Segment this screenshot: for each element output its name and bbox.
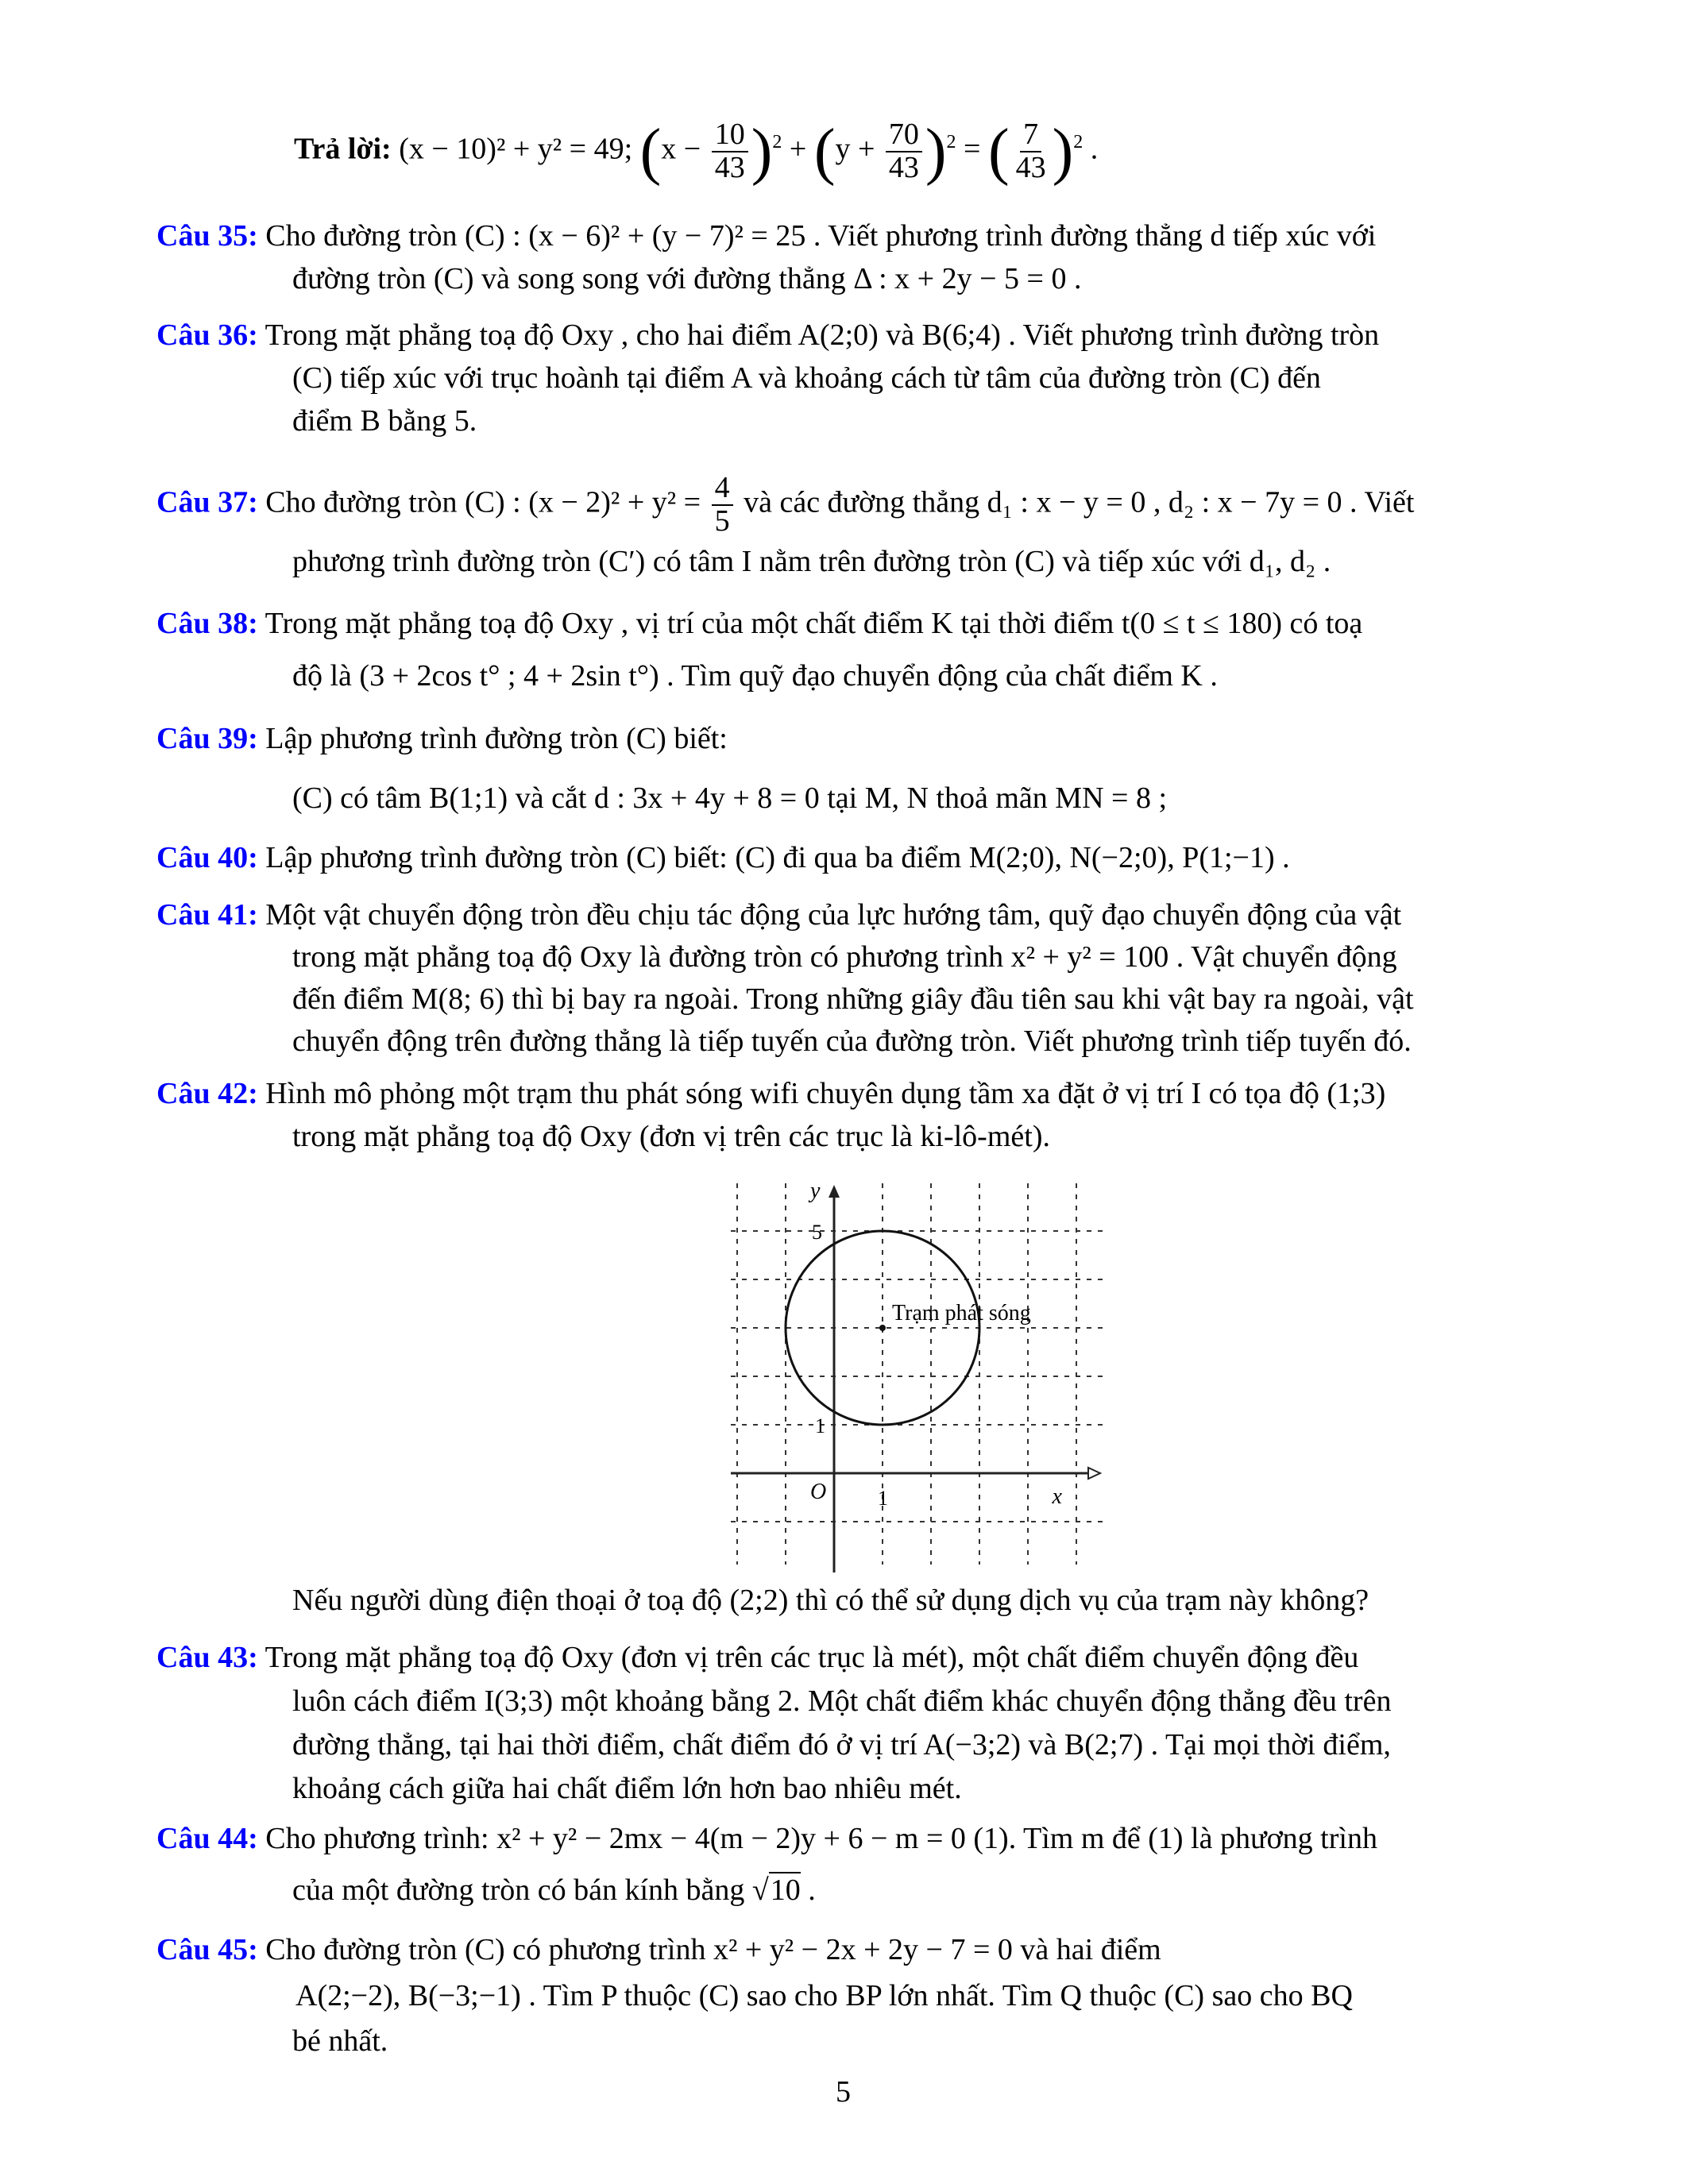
question-label: Câu 44: (156, 1822, 258, 1855)
num: 70 (886, 119, 922, 152)
question-36 (156, 315, 1379, 355)
question-label: Câu 43: (156, 1641, 258, 1674)
question-label: Câu 36: (156, 318, 258, 352)
question-text: của một đường tròn có bán kính bằng (292, 1873, 745, 1907)
question-text: Trong mặt phẳng toạ độ Oxy (đơn vị trên các trục là mét), một chất điểm chuyển động đều (265, 1641, 1359, 1674)
question-text: độ là (3 + 2cos t° ; 4 + 2sin t°) . Tìm quỹ đạo chuyển động của chất điểm K . (292, 659, 1218, 693)
answer-label: Trả lời: (294, 132, 392, 166)
question-39 (156, 719, 728, 758)
y-axis-label: y (810, 1179, 821, 1203)
question-40 (156, 838, 1290, 878)
sqrt-value: 10 (770, 1873, 801, 1907)
answer-eq1: (x − 10)² + y² = 49; (399, 132, 633, 166)
question-text: trong mặt phẳng toạ độ Oxy (đơn vị trên các trục là ki-lô-mét). (292, 1120, 1050, 1153)
question-43 (156, 1638, 1358, 1677)
question-text: phương trình đường tròn (C′) có tâm I nằm trên đường tròn (C) và tiếp xúc với d₁, d₂ . (292, 545, 1331, 578)
question-label: Câu 40: (156, 841, 258, 874)
question-41 (156, 895, 1401, 935)
question-text: đến điểm M(8; 6) thì bị bay ra ngoài. Trong những giây đầu tiên sau khi vật bay ra ngoài, vật (292, 982, 1414, 1016)
question-text: của một đường tròn có bán kính bằng √10 . (292, 1873, 816, 1907)
question-text: chuyển động trên đường thẳng là tiếp tuyến của đường tròn. Viết phương trình tiếp tuyến đó. (292, 1024, 1412, 1058)
question-label: Câu 38: (156, 607, 258, 640)
question-text: Lập phương trình đường tròn (C) biết: (C) đi qua ba điểm M(2;0), N(−2;0), P(1;−1) . (265, 841, 1290, 874)
x-axis-arrow (1088, 1468, 1100, 1479)
question-text: Trong mặt phẳng toạ độ Oxy , cho hai điểm A(2;0) và B(6;4) . Viết phương trình đường tròn (265, 318, 1380, 352)
answer-line: Trả lời: (x − 10)² + y² = 49; (x − $\frac{10}{43}$ )$^2$ + (y + $\frac{70}{43}$ )$^2$ = ( $\frac{7}{43}$ )$^2$ . (294, 116, 1099, 187)
question-text: Cho đường tròn (C) : (x − 6)² + (y − 7)² = 25 . Viết phương trình đường thẳng d tiếp xúc với (265, 219, 1377, 253)
question-text: Cho phương trình: x² + y² − 2mx − 4(m − 2)y + 6 − m = 0 (1). Tìm m để (1) là phương trình (265, 1822, 1377, 1855)
fraction (712, 473, 733, 538)
fraction (1013, 119, 1049, 184)
question-text: Trong mặt phẳng toạ độ Oxy , vị trí của một chất điểm K tại thời điểm t(0 ≤ t ≤ 180) có toạ (265, 607, 1363, 640)
den: 43 (1015, 150, 1046, 184)
question-45 (156, 1930, 1161, 1970)
fraction (886, 119, 922, 184)
question-35 (156, 216, 1515, 256)
question-text: luôn cách điểm I(3;3) một khoảng bằng 2. Một chất điểm khác chuyển động thẳng đều trên (292, 1684, 1392, 1718)
fraction (712, 119, 748, 184)
question-42 (156, 1074, 1385, 1113)
den: 43 (714, 150, 745, 184)
den: 43 (888, 150, 919, 184)
num: 7 (1020, 119, 1041, 152)
question-38 (156, 604, 1362, 643)
num: 4 (712, 473, 733, 506)
question-text: Một vật chuyển động tròn đều chịu tác động của lực hướng tâm, quỹ đạo chuyển động của vật (265, 898, 1402, 932)
question-text: (C) có tâm B(1;1) và cắt d : 3x + 4y + 8 = 0 tại M, N thoả mãn MN = 8 ; (292, 781, 1167, 815)
num: 10 (712, 119, 748, 152)
question-text: điểm B bằng 5. (292, 404, 477, 438)
question-text: Lập phương trình đường tròn (C) biết: (265, 722, 728, 755)
y-axis-arrow (829, 1185, 840, 1198)
question-text: . (808, 1873, 816, 1907)
question-text: trong mặt phẳng toạ độ Oxy là đường tròn có phương trình x² + y² = 100 . Vật chuyển động (292, 940, 1397, 974)
question-37 (156, 473, 1414, 538)
question-text: đường tròn (C) và song song với đường thẳng Δ : x + 2y − 5 = 0 . (292, 262, 1082, 295)
x-axis-label: x (1052, 1484, 1062, 1509)
answer-term: x − (661, 132, 701, 166)
question-text: Cho đường tròn (C) : (x − 2)² + y² = (265, 485, 701, 519)
origin-label: O (810, 1480, 827, 1504)
station-label: Trạm phát sóng (892, 1301, 1031, 1325)
question-text: bé nhất. (292, 2024, 388, 2058)
page-number: 5 (836, 2075, 851, 2109)
question-label: Câu 35: (156, 219, 258, 253)
question-label: Câu 39: (156, 722, 258, 755)
y-tick-label-5: 5 (812, 1221, 822, 1244)
grid-lines (731, 1183, 1104, 1565)
question-label: Câu 41: (156, 898, 258, 932)
question-44 (156, 1819, 1377, 1858)
question-text: A(2;−2), B(−3;−1) . Tìm P thuộc (C) sao cho BP lớn nhất. Tìm Q thuộc (C) sao cho BQ (295, 1979, 1353, 2012)
answer-term: y + (835, 132, 875, 166)
question-text: Hình mô phỏng một trạm thu phát sóng wifi chuyên dụng tầm xa đặt ở vị trí I có tọa độ (1;3) (265, 1077, 1386, 1110)
question-text: đường thẳng, tại hai thời điểm, chất điểm đó ở vị trí A(−3;2) và B(2;7) . Tại mọi thời điểm, (292, 1728, 1391, 1761)
question-label: Câu 37: (156, 485, 258, 519)
question-text: Nếu người dùng điện thoại ở toạ độ (2;2) thì có thể sử dụng dịch vụ của trạm này không? (292, 1584, 1369, 1617)
x-tick-label-1: 1 (878, 1487, 888, 1510)
station-point (879, 1325, 886, 1331)
question-text: khoảng cách giữa hai chất điểm lớn hơn bao nhiêu mét. (292, 1772, 962, 1805)
y-tick-label-1: 1 (815, 1414, 825, 1437)
wifi-station-figure (723, 1175, 1104, 1572)
question-label: Câu 45: (156, 1933, 258, 1966)
den: 5 (714, 504, 730, 538)
question-text: (C) tiếp xúc với trục hoành tại điểm A và khoảng cách từ tâm của đường tròn (C) đến (292, 361, 1321, 395)
question-label: Câu 42: (156, 1077, 258, 1110)
question-text: và các đường thẳng d₁ : x − y = 0 , d₂ : x − 7y = 0 . Viết (744, 485, 1415, 519)
question-text: Cho đường tròn (C) có phương trình x² + y² − 2x + 2y − 7 = 0 và hai điểm (265, 1933, 1161, 1966)
